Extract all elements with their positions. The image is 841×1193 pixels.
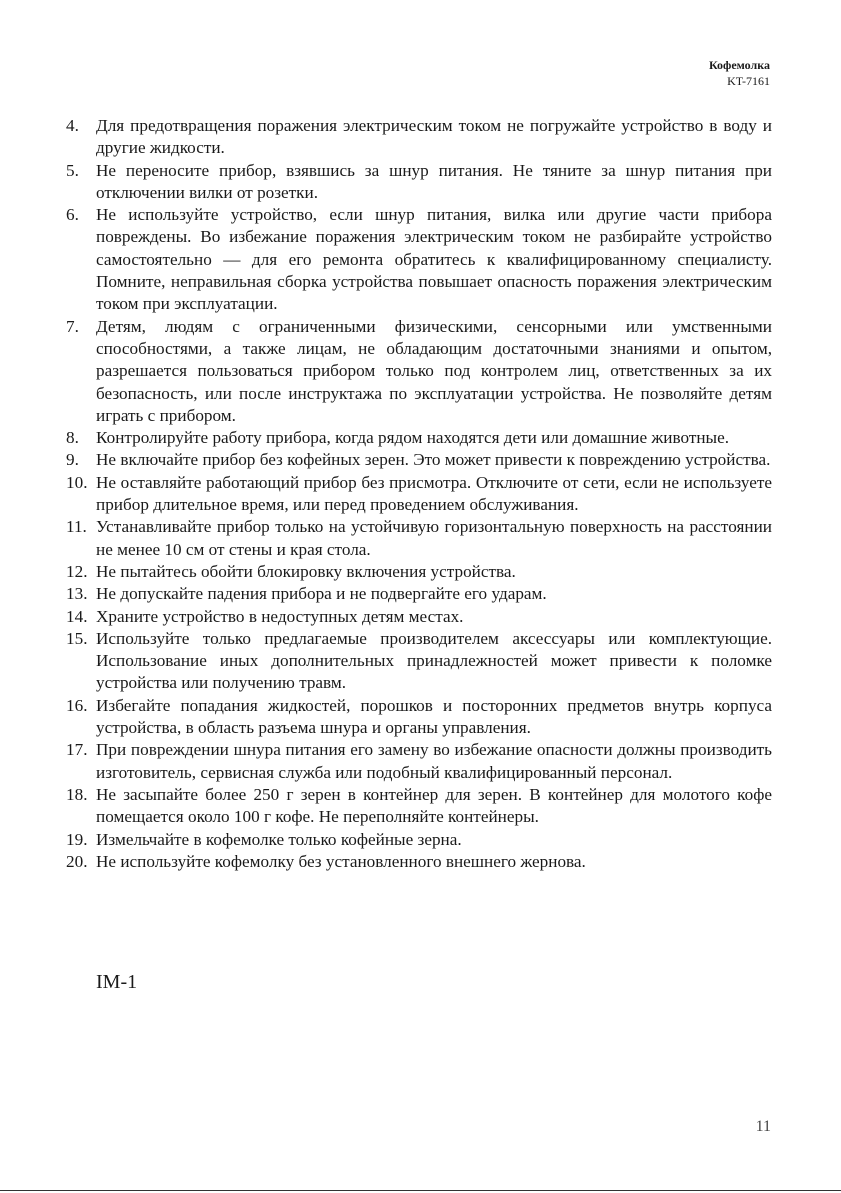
item-number: 7. [66, 316, 79, 336]
document-code: IM-1 [96, 971, 138, 993]
item-text: Не используйте кофемолку без установленного внешнего жернова. [96, 851, 586, 871]
page-header [709, 57, 770, 89]
item-text: Не используйте устройство, если шнур питания, вилка или другие части прибора повреждены. Во избежание поражения электрическим током не разбирайте устройство самостоятельно — для его ремонта обратитесь к квалифицированному специалисту. Помните, неправильная сборка устройства повышает опасность поражения электрическим током при эксплуатации. [96, 205, 772, 314]
item-number: 4. [66, 116, 79, 135]
item-text: Детям, людям с ограниченными физическими, сенсорными или умственными способностями, а также лицам, не обладающим достаточными знаниями и опытом, разрешается пользоваться прибором только под контролем лиц, ответственных за их безопасность, или после инструктажа по эксплуатации устройства. Не позволяйте детям играть с прибором. [96, 316, 772, 425]
item-text: Избегайте попадания жидкостей, порошков и посторонних предметов внутрь корпуса устройства, в область разъема шнура и органы управления. [96, 695, 772, 738]
item-number: 19. [66, 829, 88, 849]
item-number: 12. [66, 561, 88, 581]
item-text: При повреждении шнура питания его замену во избежание опасности должны производить изготовитель, сервисная служба или подобный квалифицированный персонал. [96, 740, 772, 782]
item-number: 8. [66, 428, 79, 448]
list-item [66, 449, 772, 471]
item-text: Не включайте прибор без кофейных зерен. Это может привести к повреждению устройства. [96, 450, 771, 470]
list-item [66, 606, 772, 628]
item-number: 18. [66, 784, 88, 804]
item-text: Контролируйте работу прибора, когда рядом находятся дети или домашние животные. [96, 428, 730, 448]
item-text: Для предотвращения поражения электрическим током не погружайте устройство в воду и другие жидкости. [96, 116, 772, 158]
model-number: KT-7161 [727, 74, 770, 88]
item-number: 13. [66, 584, 88, 604]
product-name: Кофемолка [708, 58, 770, 72]
item-number: 17. [66, 740, 88, 760]
item-number: 9. [66, 450, 79, 470]
item-text: Измельчайте в кофемолке только кофейные зерна. [96, 829, 462, 849]
list-item [66, 427, 772, 449]
item-text: Храните устройство в недоступных детям местах. [96, 606, 464, 626]
list-item [66, 316, 772, 427]
item-text: Не допускайте падения прибора и не подвергайте его ударам. [96, 584, 547, 604]
list-item [66, 784, 772, 829]
list-item [66, 516, 772, 561]
item-number: 15. [66, 628, 88, 648]
list-item [66, 204, 772, 315]
list-item [66, 739, 772, 784]
item-number: 11. [66, 517, 87, 537]
item-number: 5. [66, 160, 79, 180]
list-item [66, 160, 772, 205]
item-number: 14. [66, 606, 88, 626]
item-text: Устанавливайте прибор только на устойчивую горизонтальную поверхность на расстоянии не менее 10 см от стены и края стола. [96, 517, 772, 559]
item-number: 10. [66, 472, 88, 492]
item-number: 20. [66, 851, 88, 871]
list-item [66, 851, 772, 873]
list-item [66, 115, 772, 160]
item-text: Не засыпайте более 250 г зерен в контейнер для зерен. В контейнер для молотого кофе помещается около 100 г кофе. Не переполняйте контейнеры. [96, 784, 772, 827]
item-text: Используйте только предлагаемые производителем аксессуары или комплектующие. Использование иных дополнительных принадлежностей может привести к поломке устройства или получению травм. [96, 628, 772, 693]
item-text: Не оставляйте работающий прибор без присмотра. Отключите от сети, если не используете прибор длительное время, или перед проведением обслуживания. [96, 472, 772, 515]
list-item [66, 472, 772, 517]
list-item [66, 561, 772, 583]
page-number: 11 [755, 1118, 771, 1135]
list-item [66, 628, 772, 695]
list-item [66, 583, 772, 605]
item-text: Не переносите прибор, взявшись за шнур питания. Не тяните за шнур питания при отключении вилки от розетки. [96, 160, 772, 202]
list-item [66, 695, 772, 740]
item-text: Не пытайтесь обойти блокировку включения устройства. [96, 561, 516, 581]
item-number: 16. [66, 695, 88, 715]
bottom-divider [0, 1190, 841, 1191]
safety-instructions-list [66, 115, 772, 873]
item-number: 6. [66, 205, 79, 225]
list-item [66, 829, 772, 851]
